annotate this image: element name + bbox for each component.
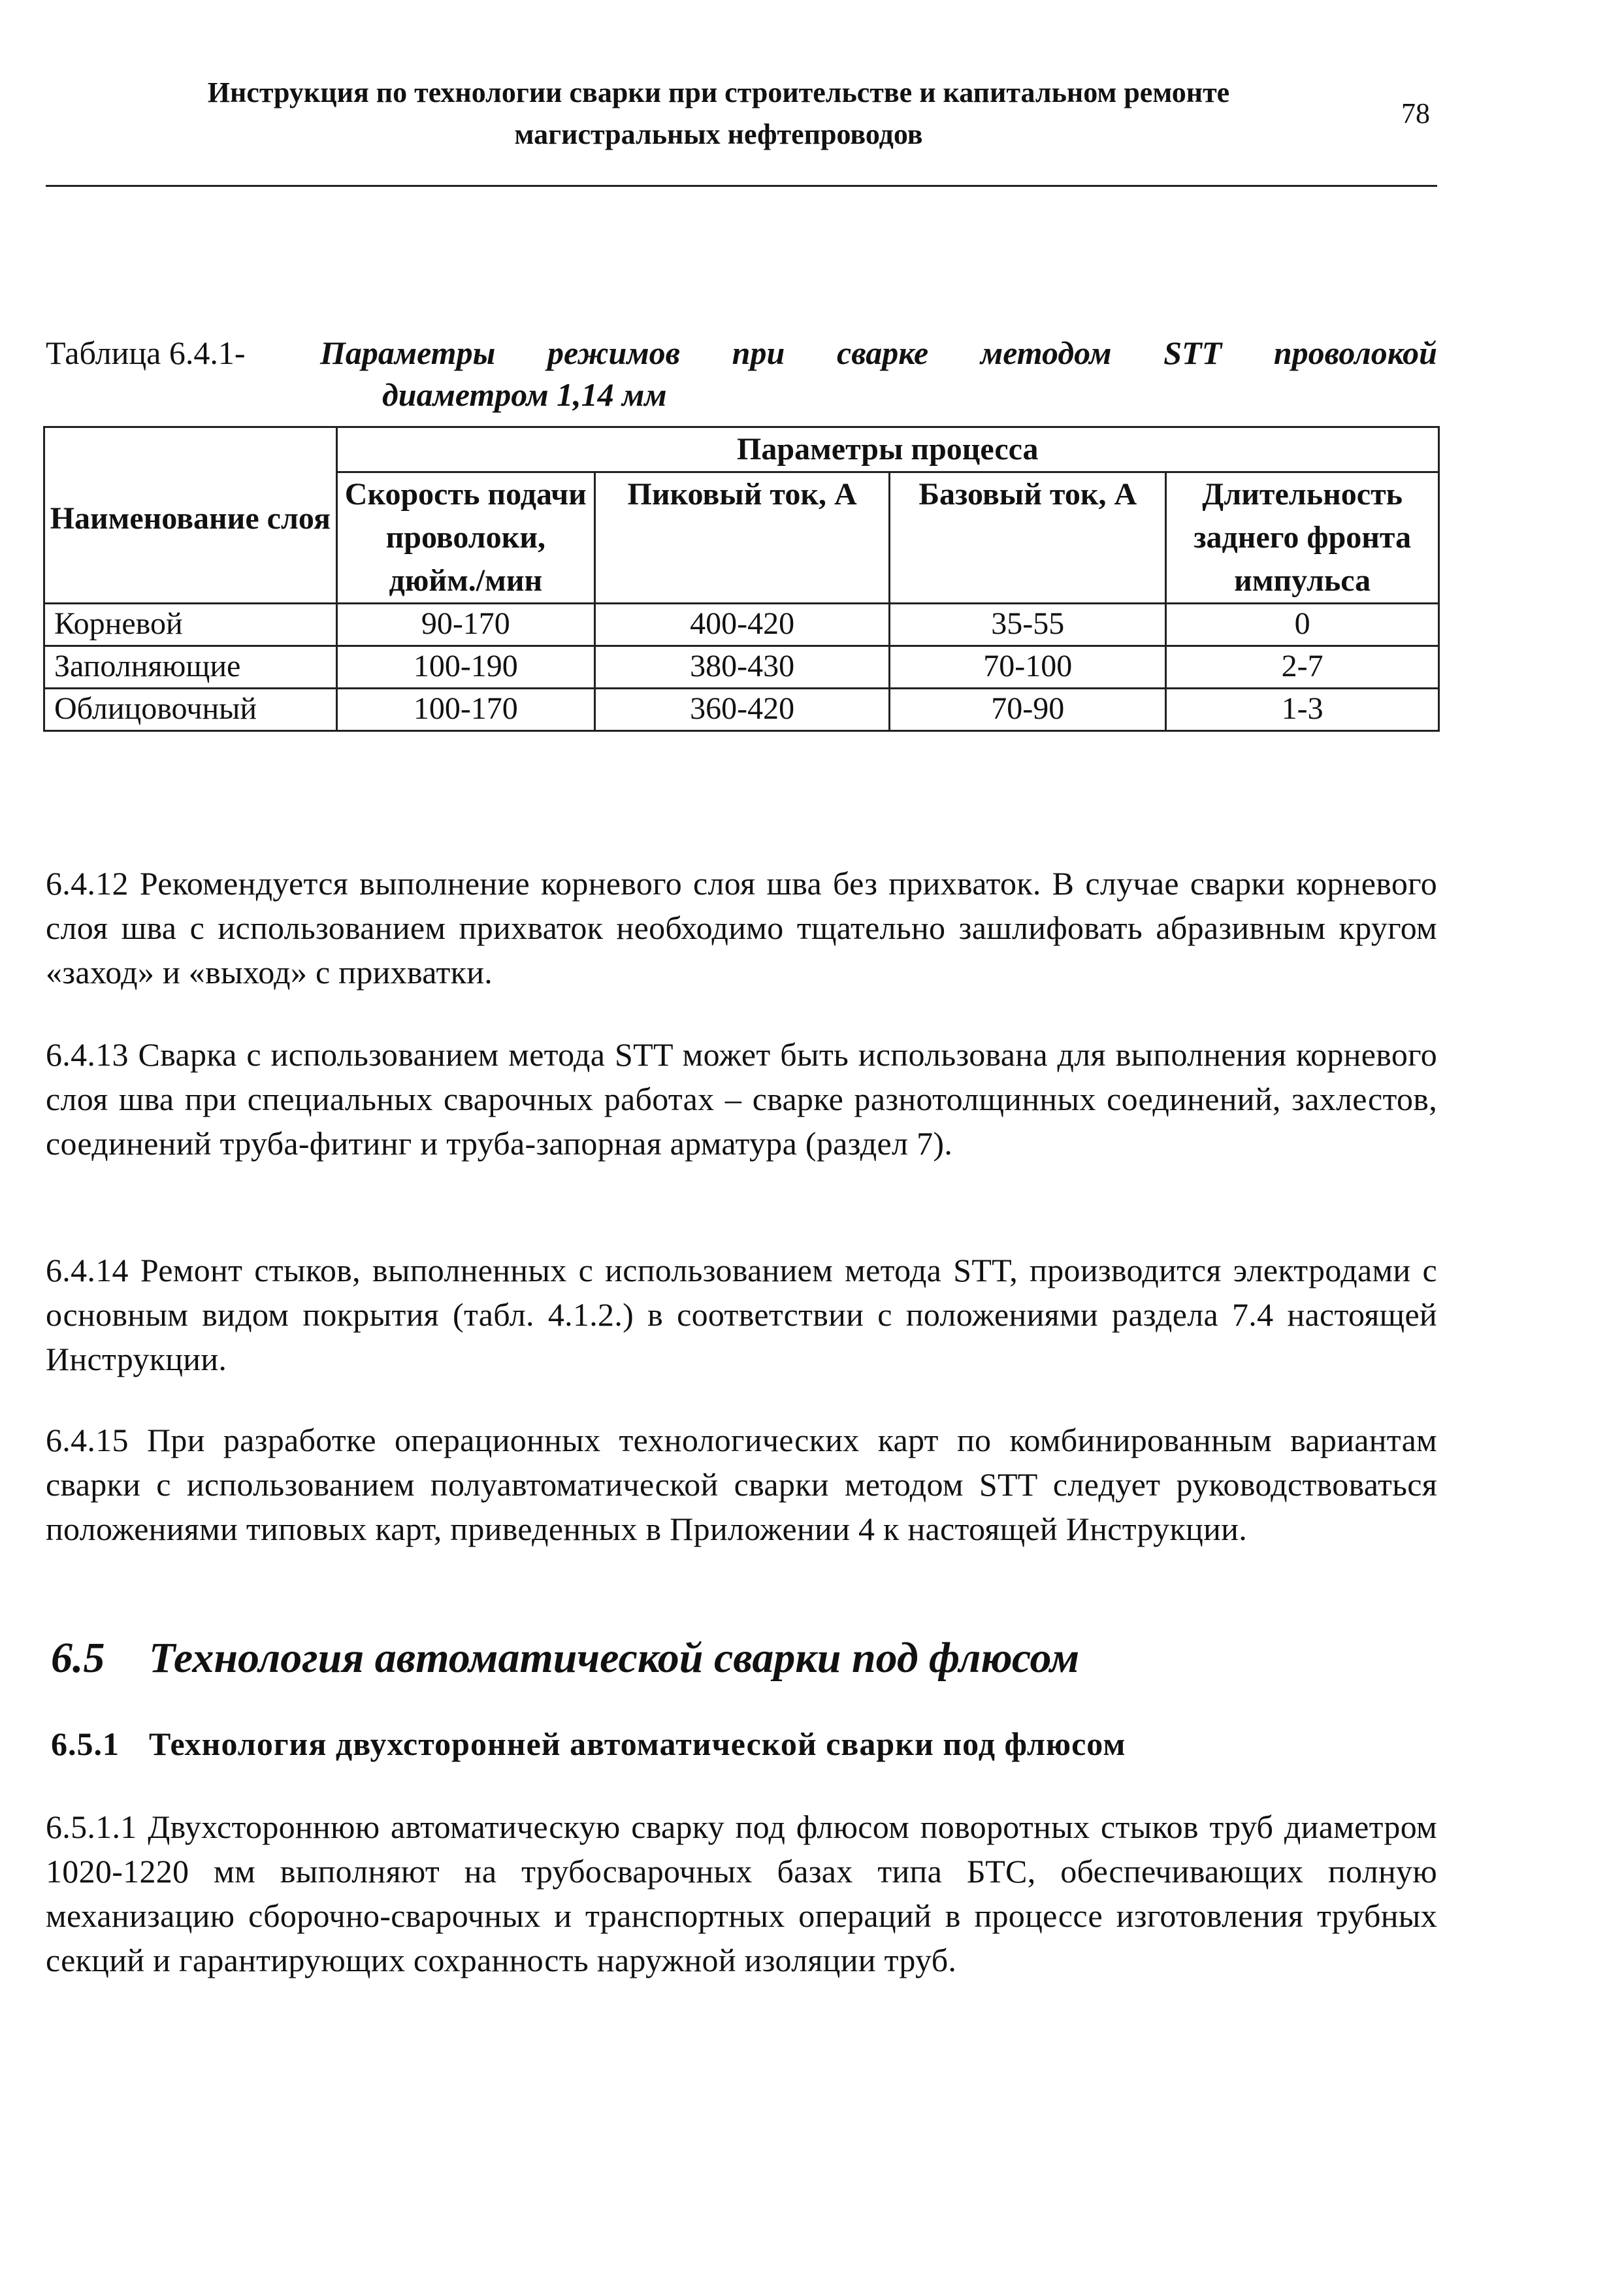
paragraph-6-4-13: 6.4.13 Сварка с использованием метода STT может быть использована для выполнения корневого слоя шва при специальных сварочных работах – сварке разнотолщинных соединений, захлестов, соединений труба-фитинг и труба-запорная арматура (раздел 7). — [46, 1036, 1437, 1162]
table-row — [44, 604, 1439, 646]
cell-peak-current: 380-430 — [595, 646, 890, 689]
table-caption-title-line-1: Параметры режимов при сварке методом STT проволокой — [320, 335, 1437, 371]
col-header-base-current: Базовый ток, А — [890, 472, 1166, 604]
table-row — [44, 689, 1439, 731]
section-heading-6-5-1 — [51, 1725, 1126, 1763]
section-title: Технология двухсторонней автоматической сварки под флюсом — [149, 1726, 1126, 1762]
header-line-1: Инструкция по технологии сварки при строительстве и капитальном ремонте — [207, 76, 1230, 108]
cell-peak-current: 360-420 — [595, 689, 890, 731]
cell-wire-speed: 90-170 — [336, 604, 594, 646]
col-header-layer: Наименование слоя — [44, 427, 337, 604]
col-header-peak-current: Пиковый ток, А — [595, 472, 890, 604]
header-line-2: магистральных нефтепроводов — [514, 118, 923, 150]
table-caption — [46, 332, 1437, 416]
page-number: 78 — [1401, 97, 1430, 129]
cell-base-current: 35-55 — [890, 604, 1166, 646]
cell-layer: Корневой — [44, 604, 337, 646]
table-caption-label: Таблица 6.4.1- — [46, 335, 246, 371]
col-header-wire-speed: Скорость подачи проволоки, дюйм./мин — [336, 472, 594, 604]
table-row — [44, 646, 1439, 689]
cell-tail-duration: 0 — [1166, 604, 1439, 646]
cell-peak-current: 400-420 — [595, 604, 890, 646]
section-title: Технология автоматической сварки под флюсом — [149, 1634, 1080, 1682]
paragraph-6-4-15: 6.4.15 При разработке операционных технологических карт по комбинированным вариантам сварки с использованием полуавтоматической сварки методом STT следует руководствоваться положениями типовых карт, приведенных в Приложении 4 к настоящей Инструкции. — [46, 1422, 1437, 1547]
cell-wire-speed: 100-170 — [336, 689, 594, 731]
cell-wire-speed: 100-190 — [336, 646, 594, 689]
cell-base-current: 70-90 — [890, 689, 1166, 731]
header-divider — [46, 185, 1437, 187]
cell-tail-duration: 1-3 — [1166, 689, 1439, 731]
document-header — [105, 72, 1333, 156]
section-heading-6-5 — [51, 1633, 1079, 1683]
paragraph-6-4-14: 6.4.14 Ремонт стыков, выполненных с использованием метода STT, производится электродами с основным видом покрытия (табл. 4.1.2.) в соответствии с положениями раздела 7.4 настоящей Инструкции. — [46, 1252, 1437, 1377]
group-header-process-parameters: Параметры процесса — [336, 427, 1438, 472]
paragraph-6-5-1-1: 6.5.1.1 Двухстороннюю автоматическую сварку под флюсом поворотных стыков труб диаметром 1020-1220 мм выполняют на трубосварочных базах типа БТС, обеспечивающих полную механизацию сборочно-сварочных и транспортных операций в процессе изготовления трубных секций и гарантирующих сохранность наружной изоляции труб. — [46, 1809, 1437, 1978]
paragraph-6-4-12: 6.4.12 Рекомендуется выполнение корневого слоя шва без прихваток. В случае сварки корневого слоя шва с использованием прихваток необходимо тщательно зашлифовать абразивным кругом «заход» и «выход» с прихватки. — [46, 865, 1437, 991]
section-number: 6.5 — [51, 1634, 105, 1682]
cell-layer: Заполняющие — [44, 646, 337, 689]
section-number: 6.5.1 — [51, 1726, 120, 1762]
col-header-tail-duration: Длительность заднего фронта импульса — [1166, 472, 1439, 604]
table-header-row — [44, 427, 1439, 472]
cell-tail-duration: 2-7 — [1166, 646, 1439, 689]
cell-base-current: 70-100 — [890, 646, 1166, 689]
parameters-table — [43, 426, 1440, 732]
cell-layer: Облицовочный — [44, 689, 337, 731]
table-caption-title-line-2: диаметром 1,14 мм — [382, 376, 667, 413]
